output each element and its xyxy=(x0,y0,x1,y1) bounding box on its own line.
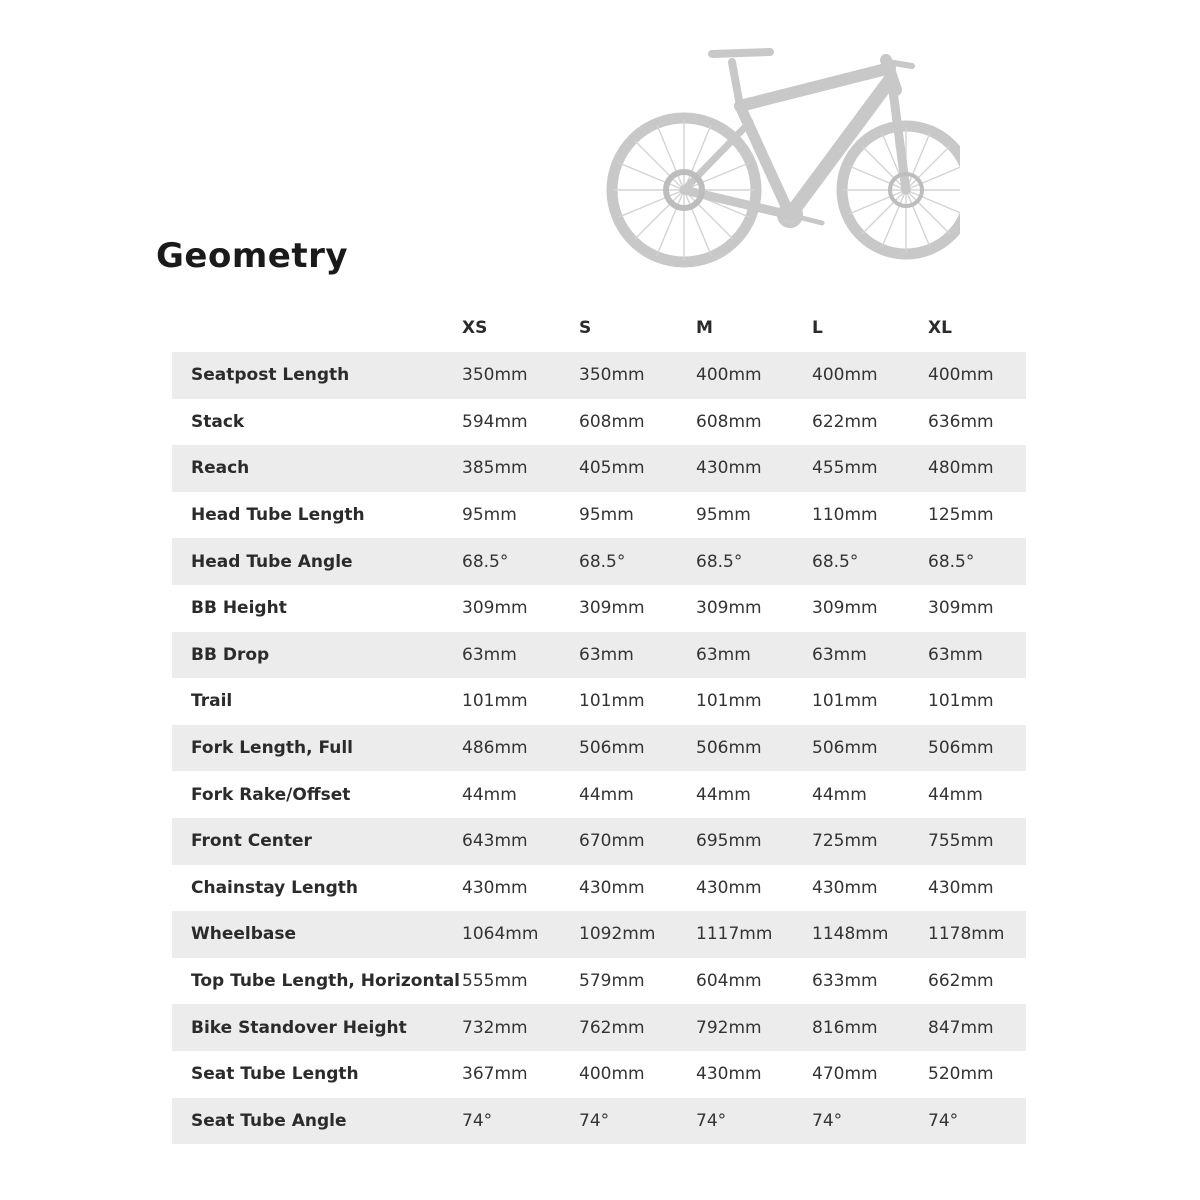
cell-value-l: 470mm xyxy=(812,1064,878,1085)
table-row xyxy=(172,1051,1026,1098)
row-label: Bike Standover Height xyxy=(191,1017,407,1038)
cell-value-m: 44mm xyxy=(696,784,751,805)
cell-value-l: 44mm xyxy=(812,784,867,805)
cell-value-m: 430mm xyxy=(696,1064,762,1085)
cell-value-l: 110mm xyxy=(812,505,878,526)
cell-value-xl: 125mm xyxy=(928,505,994,526)
table-row xyxy=(172,445,1026,492)
cell-value-xs: 1064mm xyxy=(462,924,539,945)
table-row xyxy=(172,632,1026,679)
cell-value-m: 430mm xyxy=(696,458,762,479)
cell-value-s: 68.5° xyxy=(579,551,626,572)
cell-value-xs: 101mm xyxy=(462,691,528,712)
size-header-s: S xyxy=(579,318,592,338)
cell-value-l: 68.5° xyxy=(812,551,859,572)
row-label: Fork Length, Full xyxy=(191,738,353,759)
cell-value-xl: 636mm xyxy=(928,411,994,432)
cell-value-xs: 385mm xyxy=(462,458,528,479)
cell-value-xl: 506mm xyxy=(928,738,994,759)
size-header-xl: XL xyxy=(928,318,952,338)
cell-value-s: 350mm xyxy=(579,365,645,386)
cell-value-m: 68.5° xyxy=(696,551,743,572)
cell-value-xs: 732mm xyxy=(462,1017,528,1038)
table-row xyxy=(172,1004,1026,1051)
cell-value-s: 762mm xyxy=(579,1017,645,1038)
cell-value-l: 622mm xyxy=(812,411,878,432)
cell-value-m: 74° xyxy=(696,1110,727,1131)
cell-value-l: 400mm xyxy=(812,365,878,386)
cell-value-xl: 480mm xyxy=(928,458,994,479)
cell-value-s: 506mm xyxy=(579,738,645,759)
cell-value-m: 101mm xyxy=(696,691,762,712)
row-label: Top Tube Length, Horizontal xyxy=(191,971,461,992)
table-row xyxy=(172,678,1026,725)
cell-value-m: 695mm xyxy=(696,831,762,852)
cell-value-s: 670mm xyxy=(579,831,645,852)
cell-value-xl: 44mm xyxy=(928,784,983,805)
cell-value-s: 1092mm xyxy=(579,924,656,945)
row-label: Fork Rake/Offset xyxy=(191,784,351,805)
table-row xyxy=(172,399,1026,446)
cell-value-m: 604mm xyxy=(696,971,762,992)
row-label: Seatpost Length xyxy=(191,365,350,386)
cell-value-m: 95mm xyxy=(696,505,751,526)
table-row xyxy=(172,492,1026,539)
cell-value-l: 430mm xyxy=(812,877,878,898)
row-label: BB Height xyxy=(191,598,287,619)
table-row xyxy=(172,771,1026,818)
table-row xyxy=(172,585,1026,632)
cell-value-xl: 74° xyxy=(928,1110,959,1131)
cell-value-xl: 101mm xyxy=(928,691,994,712)
cell-value-s: 63mm xyxy=(579,644,634,665)
cell-value-xl: 847mm xyxy=(928,1017,994,1038)
row-label: Seat Tube Angle xyxy=(191,1110,347,1131)
cell-value-m: 400mm xyxy=(696,365,762,386)
cell-value-xl: 400mm xyxy=(928,365,994,386)
cell-value-xl: 309mm xyxy=(928,598,994,619)
cell-value-s: 101mm xyxy=(579,691,645,712)
cell-value-xl: 68.5° xyxy=(928,551,975,572)
cell-value-l: 1148mm xyxy=(812,924,889,945)
cell-value-xs: 63mm xyxy=(462,644,517,665)
geometry-table xyxy=(172,304,1026,1144)
size-header-xs: XS xyxy=(462,318,488,338)
cell-value-s: 44mm xyxy=(579,784,634,805)
cell-value-m: 506mm xyxy=(696,738,762,759)
cell-value-l: 101mm xyxy=(812,691,878,712)
cell-value-xl: 520mm xyxy=(928,1064,994,1085)
cell-value-xs: 74° xyxy=(462,1110,493,1131)
row-label: Chainstay Length xyxy=(191,877,359,898)
table-header-row xyxy=(172,304,1026,352)
cell-value-l: 74° xyxy=(812,1110,843,1131)
cell-value-xs: 555mm xyxy=(462,971,528,992)
cell-value-s: 74° xyxy=(579,1110,610,1131)
cell-value-s: 309mm xyxy=(579,598,645,619)
cell-value-xl: 63mm xyxy=(928,644,983,665)
row-label: Seat Tube Length xyxy=(191,1064,359,1085)
cell-value-l: 455mm xyxy=(812,458,878,479)
cell-value-xl: 755mm xyxy=(928,831,994,852)
table-row xyxy=(172,911,1026,958)
cell-value-s: 430mm xyxy=(579,877,645,898)
table-row xyxy=(172,1098,1026,1145)
cell-value-m: 792mm xyxy=(696,1017,762,1038)
cell-value-m: 430mm xyxy=(696,877,762,898)
cell-value-xs: 486mm xyxy=(462,738,528,759)
table-row xyxy=(172,958,1026,1005)
row-label: Reach xyxy=(191,458,250,479)
cell-value-s: 405mm xyxy=(579,458,645,479)
cell-value-m: 1117mm xyxy=(696,924,773,945)
cell-value-l: 63mm xyxy=(812,644,867,665)
cell-value-xs: 350mm xyxy=(462,365,528,386)
cell-value-xl: 1178mm xyxy=(928,924,1005,945)
cell-value-xs: 367mm xyxy=(462,1064,528,1085)
cell-value-l: 633mm xyxy=(812,971,878,992)
table-row xyxy=(172,865,1026,912)
table-body xyxy=(172,352,1026,1144)
row-label: Head Tube Length xyxy=(191,505,365,526)
cell-value-xs: 430mm xyxy=(462,877,528,898)
table-row xyxy=(172,538,1026,585)
cell-value-xs: 44mm xyxy=(462,784,517,805)
cell-value-l: 725mm xyxy=(812,831,878,852)
page-title: Geometry xyxy=(156,236,348,276)
table-row xyxy=(172,352,1026,399)
row-label: Front Center xyxy=(191,831,312,852)
cell-value-l: 816mm xyxy=(812,1017,878,1038)
cell-value-l: 506mm xyxy=(812,738,878,759)
cell-value-m: 63mm xyxy=(696,644,751,665)
cell-value-s: 95mm xyxy=(579,505,634,526)
size-header-l: L xyxy=(812,318,823,338)
mountain-bike-icon xyxy=(600,40,960,290)
cell-value-xs: 594mm xyxy=(462,411,528,432)
size-header-m: M xyxy=(696,318,713,338)
row-label: Trail xyxy=(191,691,233,712)
row-label: Wheelbase xyxy=(191,924,297,945)
cell-value-xs: 643mm xyxy=(462,831,528,852)
cell-value-s: 579mm xyxy=(579,971,645,992)
row-label: Stack xyxy=(191,411,245,432)
cell-value-l: 309mm xyxy=(812,598,878,619)
cell-value-xl: 662mm xyxy=(928,971,994,992)
cell-value-m: 309mm xyxy=(696,598,762,619)
table-row xyxy=(172,818,1026,865)
cell-value-s: 608mm xyxy=(579,411,645,432)
table-row xyxy=(172,725,1026,772)
cell-value-xs: 309mm xyxy=(462,598,528,619)
cell-value-xl: 430mm xyxy=(928,877,994,898)
row-label: Head Tube Angle xyxy=(191,551,353,572)
cell-value-xs: 68.5° xyxy=(462,551,509,572)
row-label: BB Drop xyxy=(191,644,270,665)
cell-value-xs: 95mm xyxy=(462,505,517,526)
cell-value-s: 400mm xyxy=(579,1064,645,1085)
cell-value-m: 608mm xyxy=(696,411,762,432)
